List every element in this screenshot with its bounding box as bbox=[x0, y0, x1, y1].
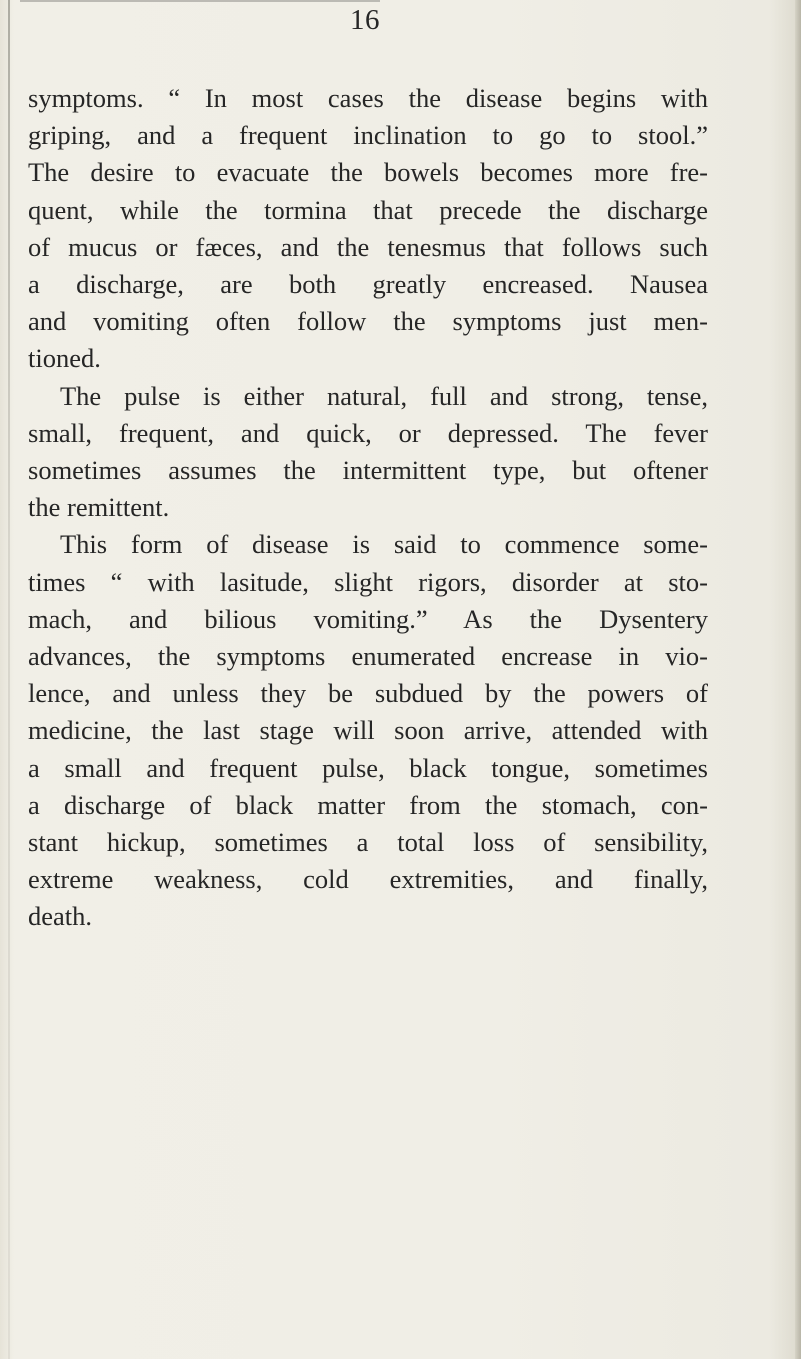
text-line: mach, and bilious vomiting.” As the Dysentery bbox=[28, 603, 708, 634]
text-line: griping, and a frequent inclination to go to stool.” bbox=[28, 120, 708, 151]
text-line: stant hickup, sometimes a total loss of sensibility, bbox=[28, 827, 708, 858]
text-line: medicine, the last stage will soon arrive, attended with bbox=[28, 715, 708, 746]
text-line: symptoms. “ In most cases the disease begins with bbox=[28, 83, 708, 113]
text-line: The pulse is either natural, full and strong, tense, bbox=[60, 380, 708, 411]
text-line: The desire to evacuate the bowels becomes more fre- bbox=[28, 157, 708, 188]
text-line: This form of disease is said to commence some- bbox=[60, 529, 708, 560]
text-line: a discharge of black matter from the stomach, con- bbox=[28, 789, 708, 820]
text-line: quent, while the tormina that precede the discharge bbox=[28, 194, 708, 225]
body-text bbox=[28, 80, 708, 936]
text-line: of mucus or fæces, and the tenesmus that follows such bbox=[28, 231, 708, 262]
text-line: lence, and unless they be subdued by the powers of bbox=[28, 678, 708, 709]
text-line: and vomiting often follow the symptoms just men- bbox=[28, 306, 708, 337]
text-line: tioned. bbox=[28, 343, 101, 374]
text-line: a small and frequent pulse, black tongue, sometimes bbox=[28, 752, 708, 783]
text-line: times “ with lasitude, slight rigors, disorder at sto- bbox=[28, 566, 708, 597]
page-gutter-shadow bbox=[8, 0, 10, 1359]
page-top-edge bbox=[20, 0, 380, 2]
text-line: extreme weakness, cold extremities, and finally, bbox=[28, 864, 708, 895]
text-line: small, frequent, and quick, or depressed. The fever bbox=[28, 417, 708, 448]
text-line: a discharge, are both greatly encreased. Nausea bbox=[28, 269, 708, 300]
text-line: death. bbox=[28, 901, 93, 932]
text-line: advances, the symptoms enumerated encrease in vio- bbox=[28, 641, 708, 672]
text-line: the remittent. bbox=[28, 492, 170, 523]
page-edge-shadow bbox=[795, 0, 801, 1359]
page-number: 16 bbox=[350, 4, 380, 36]
text-line: sometimes assumes the intermittent type, but oftener bbox=[28, 455, 708, 486]
